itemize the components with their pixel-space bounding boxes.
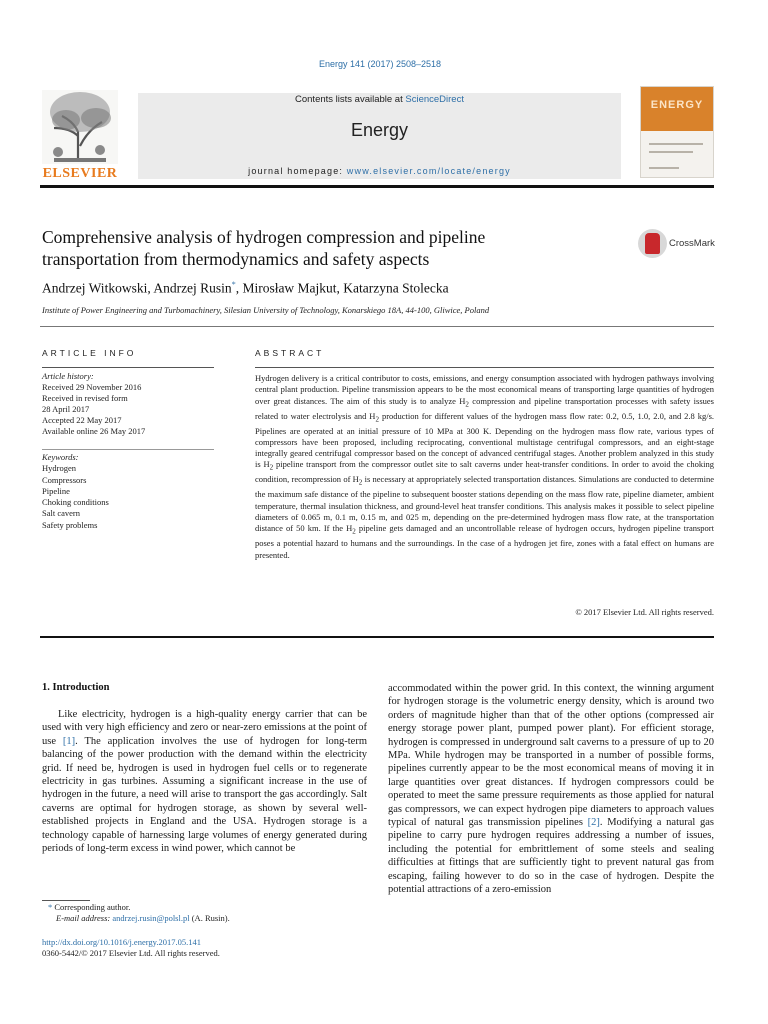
contents-available-line (138, 94, 621, 105)
keywords (42, 452, 214, 531)
footnote (48, 902, 368, 924)
article-info-heading: ARTICLE INFO (42, 348, 137, 358)
cover-line (649, 143, 703, 145)
subscript-2: 2 (358, 479, 363, 488)
crossmark-label[interactable]: CrossMark (669, 238, 715, 249)
cover-title: ENERGY (650, 99, 704, 111)
abstract-rule (255, 367, 714, 368)
history-item: Accepted 22 May 2017 (42, 415, 122, 425)
crossmark-bookmark-icon (645, 233, 660, 254)
article-info-rule (42, 367, 214, 368)
corresponding-label: Corresponding author. (52, 902, 131, 912)
keyword-item: Safety problems (42, 519, 98, 530)
doi-link[interactable]: http://dx.doi.org/10.1016/j.energy.2017.05.141 (42, 937, 201, 947)
sciencedirect-link[interactable]: ScienceDirect (405, 94, 464, 105)
contents-prefix: Contents lists available at (295, 94, 406, 105)
subscript-2: 2 (269, 464, 274, 473)
doi-block (42, 937, 362, 959)
history-item: Received 29 November 2016 (42, 382, 142, 392)
history-item: Available online 26 May 2017 (42, 426, 146, 436)
body-column-left (42, 708, 367, 855)
abstract-segment: is necessary at appropriately selected transportation distances. Simulations are conducted to determine the maximum safe distance of the pipeline to subsequent booster stations depending on the mass flow rate, pipeline diameter, ambient temperature, thermal insulation thickness, and ground-level heat transfer conditions. This analysis makes it possible to select pipeline diameters of 0.065 m, 0.1 m, 0.15 m, and 025 m, depending on the pre-determined hydrogen mass flow rate, at the transportation distance of 50 km. If the H (255, 474, 714, 534)
corresponding-author-note (48, 902, 368, 913)
citation-link[interactable]: [2] (587, 817, 600, 829)
journal-reference[interactable]: Energy 141 (2017) 2508–2518 (318, 59, 442, 69)
title-line-2: transportation from thermodynamics and safety aspects (42, 249, 430, 269)
journal-cover-thumbnail[interactable] (640, 86, 714, 178)
email-link[interactable]: andrzej.rusin@polsl.pl (112, 913, 190, 923)
footnote-mark: * (48, 902, 53, 912)
section-rule (40, 326, 714, 327)
keyword-item: Salt cavern (42, 508, 80, 519)
authors-part-2: , Mirosław Majkut, Katarzyna Stolecka (235, 280, 449, 296)
body-column-right (388, 682, 714, 897)
issn-line: 0360-5442/© 2017 Elsevier Ltd. All rights reserved. (42, 948, 220, 958)
publisher-logo-text: ELSEVIER (42, 166, 118, 181)
email-label: E-mail address: (56, 913, 113, 923)
subscript-2: 2 (375, 415, 379, 424)
email-suffix: (A. Rusin). (189, 913, 230, 923)
footnote-rule (42, 900, 90, 901)
subscript-2: 2 (465, 400, 469, 409)
cover-line (649, 151, 693, 153)
abstract-body (255, 373, 714, 561)
authors-part-1: Andrzej Witkowski, Andrzej Rusin (42, 280, 232, 296)
keyword-item: Hydrogen (42, 463, 76, 474)
article-title (42, 226, 622, 270)
journal-homepage-line (138, 166, 621, 176)
citation-link[interactable]: [1] (62, 735, 76, 747)
abstract-heading: ABSTRACT (255, 348, 325, 358)
keyword-item: Pipeline (42, 485, 70, 496)
abstract-segment: compression and pipeline transportation processes with safety issues related to water electrolysis and H (255, 395, 714, 421)
keyword-item: Choking conditions (42, 497, 109, 508)
abstract-segment: Hydrogen delivery is a critical contributor to costs, emissions, and energy consumption associated with hydrogen pathways involving central plant production. Pipeline transmission appears to be the most economical means of transporting large quantities of hydrogen over great distances. The aim of this study is to analyze H (255, 373, 714, 406)
article-history (42, 371, 214, 437)
author-list (42, 280, 662, 297)
corresponding-author-mark[interactable]: * (231, 280, 236, 289)
keywords-label: Keywords: (42, 452, 79, 462)
homepage-prefix: journal homepage: (248, 166, 347, 176)
body-rule (40, 636, 714, 638)
cover-line (649, 167, 679, 169)
history-item: 28 April 2017 (42, 404, 90, 414)
title-line-1: Comprehensive analysis of hydrogen compression and pipeline (42, 227, 486, 247)
subscript-2: 2 (352, 528, 356, 536)
journal-name: Energy (350, 120, 409, 140)
abstract-copyright: © 2017 Elsevier Ltd. All rights reserved. (575, 607, 714, 617)
header-rule (40, 185, 714, 188)
keywords-rule (42, 449, 214, 450)
abstract-segment: pipeline transport from the compressor outlet site to salt caverns under heat-transfer conditions. In order to avoid the choking condition, recompression of H (255, 459, 714, 485)
body-text: . Modifying a natural gas pipeline to carry pure hydrogen requires addressing a number of issues, including the potential for embrittlement of some steels and sealing difficulties at fittings that are sufficiently tight to prevent natural gas from escaping, failing however to do so in the case of hydrogen. Despite the potential attractions of a zero-emission (388, 817, 714, 896)
email-line (48, 913, 368, 924)
abstract-segment: production for different values of the hydrogen mass flow rate: 0.2, 0.5, 1.0, 2.0, and 2.8 kg/s. Pipelines are operated at an initial pressure of 10 MPa at 300 K. Depending on the hydrogen mass flow rate, various types of compressors have been proposed, including reciprocating, conventional multistage centrifugal compressors, and an eight-stage integrally geared centrifugal compressor based on the concept of advanced centrifugal stages. Another problem analyzed in this study is H (255, 410, 715, 470)
introduction-heading: 1. Introduction (42, 682, 110, 693)
abstract-segment: pipeline gets damaged and an uncontrollable release of hydrogen occurs, hydrogen pipeline transport poses a potential hazard to humans and the surroundings. In the case of a hydrogen jet fire, zones with a fatal effect on humans are presented. (255, 523, 714, 560)
homepage-link[interactable]: www.elsevier.com/locate/energy (346, 166, 511, 176)
body-text: Like electricity, hydrogen is a high-quality energy carrier that can be used with very high efficiency and zero or near-zero emissions at the point of use (42, 709, 367, 747)
history-label: Article history: (42, 371, 94, 381)
affiliation: Institute of Power Engineering and Turbomachinery, Silesian University of Technology, Konarskiego 18A, 44-100, Gliwice, Poland (42, 305, 490, 315)
body-text: accommodated within the power grid. In this context, the winning argument for hydrogen storage is the volumetric energy density, which is around two orders of magnitude higher than that of the other options (compressed air energy storage power plant, pumped power plant). For efficient storage, hydrogen is compressed in underground salt caverns to a pressure of up to 20 MPa. While hydrogen may be transported in a number of possible forms, pipelines currently appear to be the most economical means of moving it in large quantities over great distances. If hydrogen compressors could be operated to meet the same pressure requirements as those applied for natural gas compressors, we can expect hydrogen pipe diameters to approach values typical of natural gas transmission pipelines (388, 683, 714, 829)
body-text: . The application involves the use of hydrogen for long-term balancing of the power production with the demand within the electricity grid. If need be, hydrogen is used in hydrogen fuel cells or to regenerate electricity in gas turbines. Assuming a significant increase in the use of hydrogen in the future, a need will arise to transport the gas accordingly. Salt caverns are optimal for hydrogen storage, as shown by several well-established projects in England and the USA. Hydrogen storage is a technology capable of harnessing large volumes of energy generated during periods of long-term excess in wind power, which cannot be (42, 735, 367, 855)
keyword-item: Compressors (42, 474, 87, 485)
history-item: Received in revised form (42, 393, 128, 403)
